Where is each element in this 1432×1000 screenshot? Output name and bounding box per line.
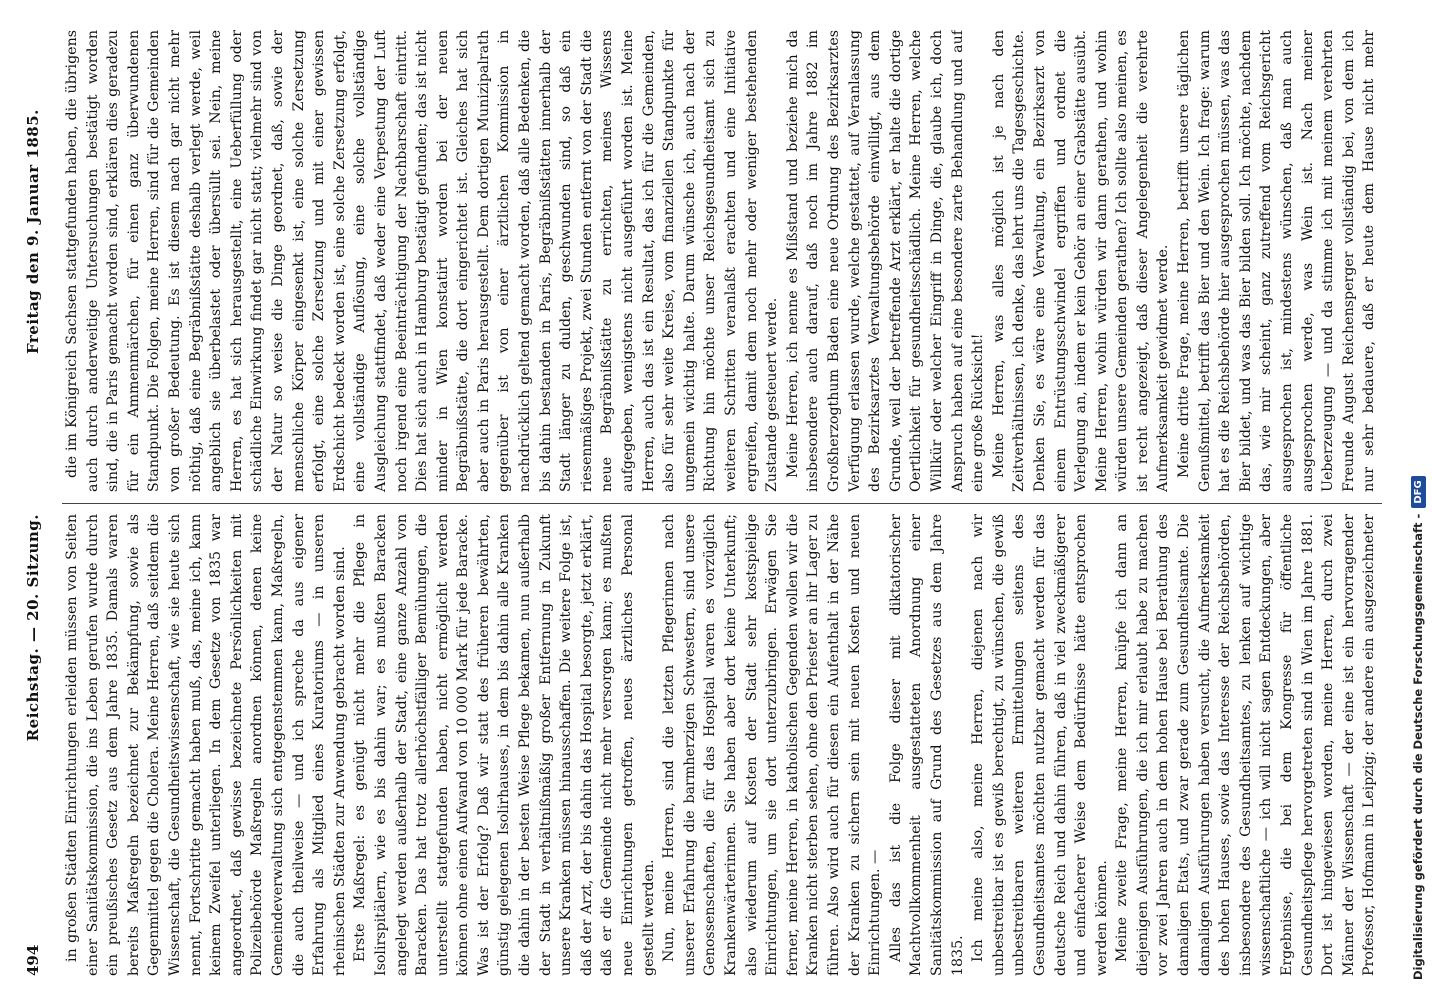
right-text-column	[62, 30, 1382, 492]
dfg-logo: DFG	[1411, 476, 1426, 507]
credit-text-line	[1407, 30, 1429, 980]
digitization-credit	[1405, 30, 1427, 980]
left-text-column	[62, 514, 1382, 976]
header-left	[18, 506, 56, 976]
paragraph: Ich meine also, meine Herren, diejenen nach wir unbestreitbar ist es gewiß berechtigt, zu wünschen, die gewiß unbestreitbaren weiteren Ermittelungen seitens des Gesundheitsamtes möchten nutzbar gemacht werden für das deutsche Reich und dahin führen, daß in viel zweckmäßigerer und einfacherer Weise dem Bedürfnisse hätte entsprochen werden können.	[970, 514, 1110, 976]
paragraph: Nun, meine Herren, sind die letzten Pflegerinnen nach unserer Erfahrung die barmherzigen Schwestern, sind unsere Genossenschaften, die für das Hospital waren es vorzüglich Krankenwärterinnen. Sie haben aber dort keine Unterkunft; also wiederum auf Kosten der Stadt sehr kostspielige Einrichtungen, um sie dort unterzubringen. Erwägen Sie ferner, meine Herren, in katholischen Gegenden wollen wir die Kranken nicht sterben sehen, ohne den Priester an ihr Lager zu führen. Also wird auch für diesen ein Aufenthalt in der Nähe der Kranken zu sichern sein mit neuen Kosten und neuen Einrichtungen. —	[661, 514, 884, 976]
paragraph: in großen Städten Einrichtungen erleiden müssen von Seiten einer Sanitätskommission, die ins Leben gerufen wurde durch ein preußisches Gesetz aus dem Jahre 1835. Damals waren bereits Maßregeln bezeichnet zur Bekämpfung, sowie als Gegenmittel gegen die Cholera. Meine Herren, daß seitdem die Wissenschaft, die Gesundheitswissenschaft, wie sie heute sich nennt, Fortschritte gemacht haben muß, das, meine ich, kann keinem Zweifel unterliegen. In dem Gesetze von 1835 war angeordnet, daß gewisse bezeichnete Persönlichkeiten mit Polizeibehörde Maßregeln anordnen können, denen keine Gemeindeverwaltung sich entgegenstemmen kann, Maßregeln, die auch theilweise — und ich spreche da aus eigener Erfahrung als Mitglied eines Kuratoriums — in unseren rheinischen Städten zur Anwendung gebracht worden sind.	[64, 514, 348, 976]
document-page	[18, 24, 1388, 976]
paragraph: Erste Maßregel: es genügt nicht mehr die Pflege in Isolirspitälern, wie es bis dahin war; es mußten Baracken angelegt werden außerhalb der Stadt, eine ganze Anzahl von Baracken. Das hat trotz allerhöchstfälliger Bemühungen, die unterstellt stattgefunden haben, nicht ermöglicht werden können ohne einen Aufwand von 10 000 Mark für jede Baracke. Was ist der Erfolg? Daß wir statt des früheren bewährten, günstig gelegenen Isolirhauses, in dem bis dahin alle Kranken die dahin in der besten Weise Pflege bekamen, nun außerhalb der Stadt in verhältnißmäßig großer Entfernung in Zukunft unsere Kranken müssen hinausschaffen. Die weitere Folge ist, daß der Arzt, der bis dahin das Hospital besorgte, jetzt erklärt, daß er die Gemeinde nicht mehr versorgen kann; es mußten neue Einrichtungen getroffen, neues ärztliches Personal gestellt werden.	[352, 514, 657, 976]
header-right	[18, 24, 56, 494]
date-title: Freitag den 9. Januar 1885.	[24, 109, 42, 354]
credit-label: Digitalisierung gefördert durch die Deutsche Forschungsgemeinschaft -	[1411, 513, 1425, 980]
paragraph: Meine Herren, ich nenne es Mißstand und beziehe mich da insbesondere auch darauf, daß noch im Jahre 1882 im Großherzogthum Baden eine neue Ordnung des Bezirksarztes Verfügung erlassen wurde, welche gestattet, auf Veranlassung des Bezirksarztes Verwaltungsbehörde einwilligt, aus dem Grunde, weil der betreffende Arzt erklärt, er halte die dortige Oertlichkeit für gesundheitsschädlich. Meine Herren, welche Willkür oder welcher Eingriff in Dinge, die, glaube ich, doch Anspruch haben auf eine besondere zarte Behandlung und auf eine große Rücksicht!	[784, 30, 987, 492]
column-divider	[62, 503, 1382, 504]
paragraph: die im Königreich Sachsen stattgefunden haben, die übrigens auch durch anderweitige Untersuchungen bestätigt worden sind, die in Paris gemacht worden sind, erklären dies geradezu für ein Ammenmärchen, für einen ganz überwundenen Standpunkt. Die Folgen, meine Herren, sind für die Gemeinden von großer Bedeutung. Es ist diesem nach gar nicht mehr nöthig, daß eine Begräbnißstätte deshalb verlegt werde, weil angeblich sie überbelastet oder übersüllt sei. Nein, meine Herren, es hat sich herausgestellt, eine Ueberfüllung oder schädliche Einwirkung findet gar nicht statt; vielmehr sind von der Natur so weise die Dinge geordnet, daß, sowie der menschliche Körper eingesenkt ist, eine solche Zersetzung erfolgt, eine solche Zersetzung und mit einer gewissen Erdschicht bedeckt worden ist, eine solche Zersetzung erfolgt, eine vollständige Auflösung, eine solche vollständige Ausgleichung stattfindet, daß weder eine Verpestung der Luft noch irgend eine Beeinträchtigung der Nachbarschaft eintritt. Dies hat sich auch in Hamburg bestätigt gefunden; das ist nicht minder in Wien konstatirt worden bei der neuen Begräbnißstätte, die dort eingerichtet ist. Gleiches hat sich aber auch in Paris herausgestellt. Dem dortigen Munizipalrath gegenüber ist von einer ärztlichen Kommission in nachdrücklich geltend gemacht worden, daß alle Bedenken, die bis dahin bestanden in Paris, Begräbnißstätten innerhalb der Stadt länger zu dulden, geschwunden sind, so daß ein riesenmäßiges Projekt, zwei Stunden entfernt von der Stadt die neue Begräbnißstätte zu errichten, meines Wissens aufgegeben, wenigstens nicht ausgeführt worden ist. Meine Herren, auch das ist ein Resultat, das ich für die Gemeinden, also für sehr weite Kreise, vom finanziellen Standpunkte für ungemein wichtig halte. Darum wünsche ich, auch nach der Richtung hin möchte unser Reichsgesundheitsamt sich zu weiteren Schritten veranlaßt erachten und eine Initiative ergreifen, damit dem noch mehr oder weniger bestehenden Zustande gesteuert werde.	[64, 30, 781, 492]
paragraph: Meine zweite Frage, meine Herren, knüpfe ich dann an diejenigen Ausführungen, die ich mir erlaubt habe zu machen vor zwei Jahren auch in dem hohen Hause bei Berathung des damaligen Etats, und zwar gerade zum Gesundheitsamte. Die damaligen Ausführungen haben versucht, die Aufmerksamkeit des hohen Hauses, sowie das Interesse der Reichsbehörden, insbesondere des Gesundheitsamtes, zu lenken auf wichtige wissenschaftliche — ich will nicht sagen Entdeckungen, aber Ergebnisse, die bei dem Kongresse für öffentliche Gesundheitspflege hervorgetreten sind in Wien im Jahre 1881. Dort ist hingewiesen worden, meine Herren, durch zwei Männer der Wissenschaft — der eine ist ein hervorragender Professor, Hofmann in Leipzig; der andere ein ausgezeichneter	[1114, 514, 1378, 976]
paragraph: Meine dritte Frage, meine Herren, betrifft unsere täglichen Genußmittel, betrifft das Bier und den Wein. Ich frage: warum hat es die Reichsbehörde hier ausgesprochen müssen, was das Bier bildet, und was das Bier bilden soll. Ich möchte, nachdem das, wie mir scheint, ganz zutreffend vom Reichsgericht ausgesprochen ist, mindestens wünschen, daß man auch ausgesprochen werde, was Wein ist. Nach meiner Ueberzeugung — und da stimme ich mit meinem verehrten Freunde August Reichensperger vollständig bei, von dem ich nur sehr bedauere, daß er heute dem Hause nicht mehr	[1176, 30, 1378, 492]
page-number: 494	[24, 944, 42, 976]
paragraph: Alles das ist die Folge dieser mit diktatorischer Machtvollkommenheit ausgestatteten Anordnung einer Sanitätskommission auf Grund des Gesetzes aus dem Jahre 1835.	[887, 514, 966, 976]
paragraph: Meine Herren, was alles möglich ist je nach den Zeitverhältnissen, ich denke, das lehrt uns die Tagesgeschichte. Denken Sie, es wäre eine Verwaltung, ein Bezirksarzt von einem Entrüstungsschwindel ergriffen und ordnet die Verlegung an, indem er kein Gehör an einer Grabstätte ausübt. Meine Herren, wohin würden wir dann gerathen, und wohin würden unsere Gemeinden gerathen? Ich sollte also meinen, es ist recht angezeigt, daß dieser Angelegenheit die verehrte Aufmerksamkeit gewidmet werde.	[990, 30, 1172, 492]
session-title: Reichstag. — 20. Sitzung.	[24, 514, 42, 742]
